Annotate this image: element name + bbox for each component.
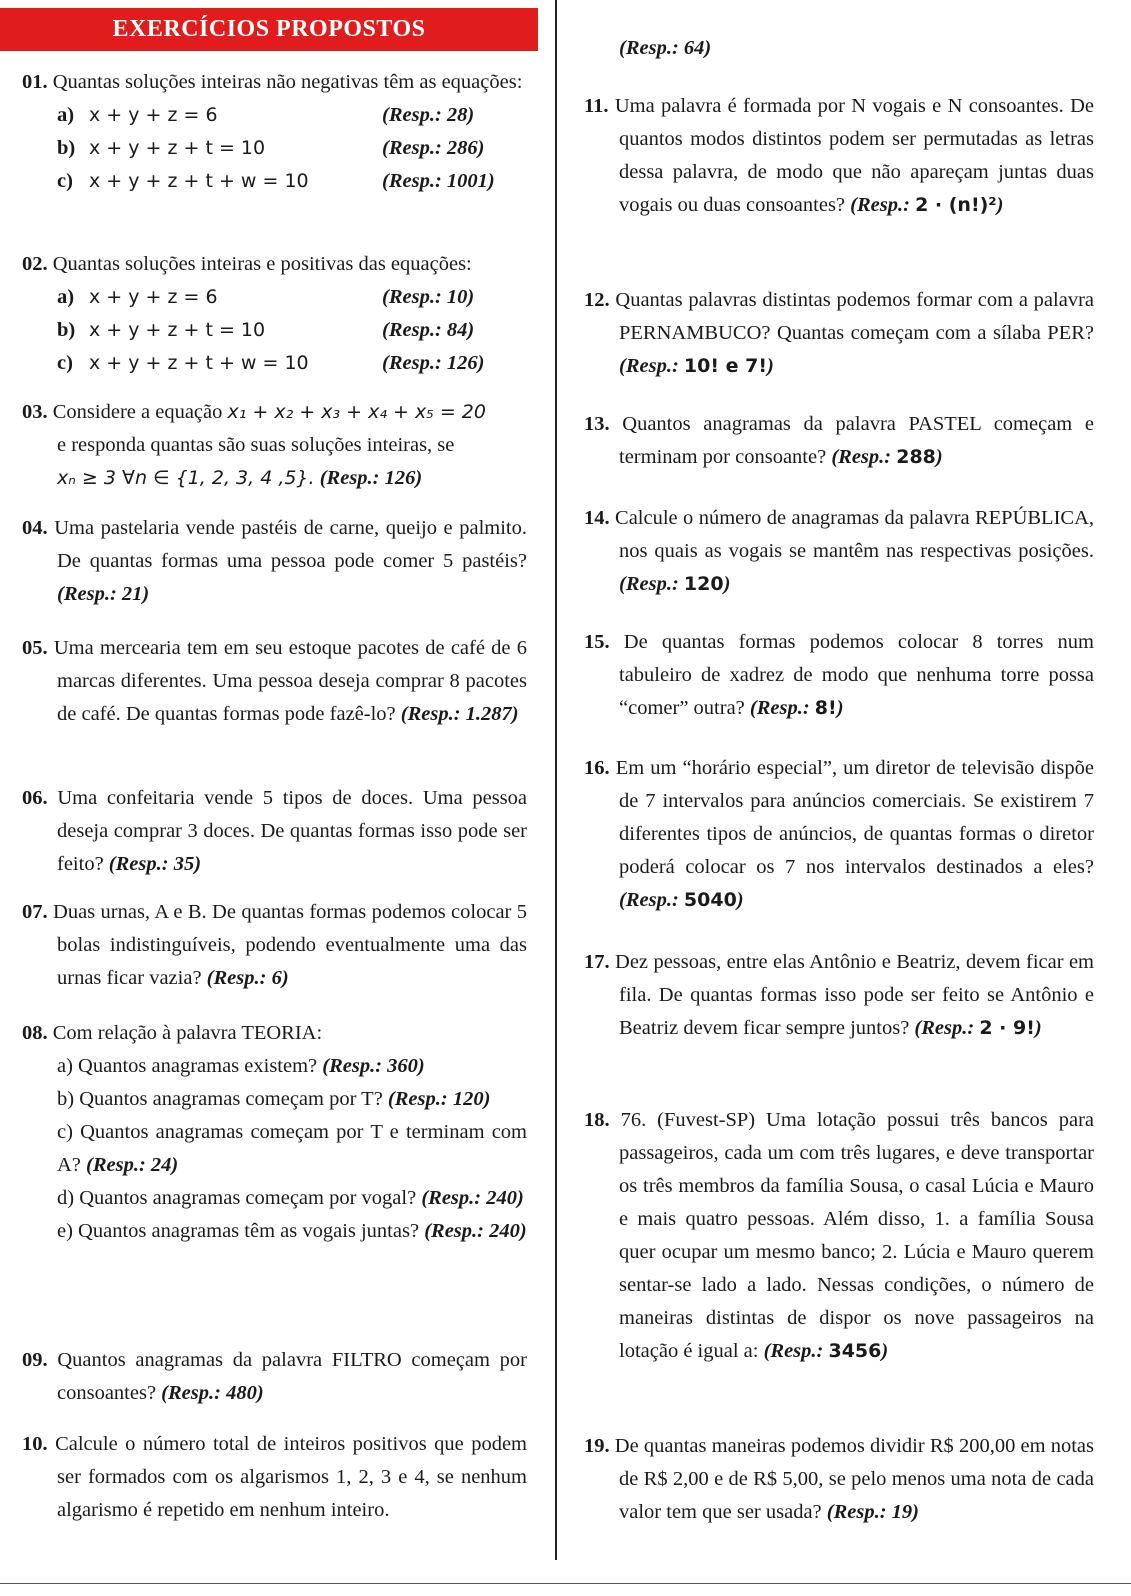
answer: (Resp.: 24) bbox=[86, 1154, 179, 1176]
question-text: Com relação à palavra TEORIA: bbox=[52, 1022, 323, 1044]
item-label: b) bbox=[57, 319, 76, 341]
section-banner: EXERCÍCIOS PROPOSTOS bbox=[0, 8, 538, 51]
answer-suffix: ) bbox=[836, 697, 844, 719]
question-07 bbox=[22, 896, 527, 995]
question-04 bbox=[22, 512, 527, 611]
equation: x₁ + x₂ + x₃ + x₄ + x₅ = 20 bbox=[227, 401, 486, 423]
answer-prefix: (Resp.: bbox=[914, 1017, 975, 1039]
answer: (Resp.: 286) bbox=[382, 137, 485, 159]
answer-value: 5040 bbox=[683, 889, 737, 911]
question-text: Calcule o número total de inteiros positivos que podem ser formados com os algarismos 1, 2, 3 e 4, se nenhum algarismo é repetido em nenhum inteiro. bbox=[55, 1433, 527, 1521]
answer-suffix: ) bbox=[935, 446, 943, 468]
question-number: 06. bbox=[22, 787, 48, 809]
answer-prefix: (Resp.: bbox=[619, 573, 679, 595]
question-number: 12. bbox=[584, 289, 610, 311]
answer: (Resp.: 21) bbox=[57, 583, 150, 605]
condition: xₙ ≥ 3 ∀n ∈ {1, 2, 3, 4 ,5}. bbox=[57, 467, 315, 489]
question-number: 04. bbox=[22, 517, 48, 539]
answer: (Resp.: 360) bbox=[322, 1055, 425, 1077]
sub-question-a: a) Quantos anagramas existem? bbox=[57, 1055, 318, 1077]
answer-prefix: (Resp.: bbox=[831, 446, 892, 468]
question-number: 05. bbox=[22, 637, 48, 659]
question-number: 10. bbox=[22, 1433, 48, 1455]
answer-suffix: ) bbox=[736, 889, 744, 911]
answer-value: 8! bbox=[814, 697, 837, 719]
question-text: Quantos anagramas da palavra PASTEL começam e terminam por consoante? bbox=[619, 413, 1094, 468]
question-number: 18. bbox=[584, 1109, 610, 1131]
question-11 bbox=[584, 90, 1094, 222]
bottom-rule bbox=[0, 1583, 1131, 1584]
column-divider bbox=[555, 0, 557, 1560]
answer-suffix: ) bbox=[1034, 1017, 1042, 1039]
answer: (Resp.: 19) bbox=[826, 1501, 919, 1523]
answer-suffix: ) bbox=[767, 355, 774, 377]
question-08 bbox=[22, 1017, 527, 1248]
equation: x + y + z + t = 10 bbox=[89, 319, 266, 341]
answer-prefix: (Resp.: bbox=[619, 355, 679, 377]
question-text: 76. (Fuvest-SP) Uma lotação possui três bancos para passageiros, cada um com três lugares, e deve transportar os três membros da família Sousa, o casal Lúcia e Mauro e mais quatro pessoas. Além disso, 1. a família Sousa quer ocupar um mesmo banco; 2. Lúcia e Mauro querem sentar-se lado a lado. Nessas condições, o número de maneiras distintas de dispor os nove passageiros na lotação é igual a: bbox=[619, 1109, 1094, 1362]
answer-value: 2 · 9! bbox=[979, 1017, 1035, 1039]
answer: (Resp.: 84) bbox=[382, 319, 475, 341]
item-label: c) bbox=[57, 170, 73, 192]
question-15 bbox=[584, 626, 1094, 725]
equation: x + y + z + t = 10 bbox=[89, 137, 266, 159]
equation: x + y + z = 6 bbox=[89, 286, 218, 308]
sub-question-d: d) Quantos anagramas começam por vogal? bbox=[57, 1187, 417, 1209]
answer: (Resp.: 1001) bbox=[382, 170, 495, 192]
answer-prefix: (Resp.: bbox=[763, 1340, 824, 1362]
answer-suffix: ) bbox=[723, 573, 731, 595]
answer: (Resp.: 35) bbox=[108, 853, 202, 875]
answer-suffix: ) bbox=[996, 194, 1004, 216]
question-09 bbox=[22, 1344, 527, 1410]
question-01 bbox=[22, 66, 527, 198]
question-number: 11. bbox=[584, 95, 609, 117]
sub-question-e: e) Quantos anagramas têm as vogais juntas? bbox=[57, 1220, 420, 1242]
question-12 bbox=[584, 284, 1094, 383]
answer-suffix: ) bbox=[881, 1340, 889, 1362]
answer-value: 3456 bbox=[828, 1340, 882, 1362]
question-text: Uma palavra é formada por N vogais e N consoantes. De quantos modos distintos podem ser permutadas as letras dessa palavra, de modo que não apareçam juntas duas vogais ou duas consoantes? bbox=[614, 95, 1094, 216]
equation: x + y + z = 6 bbox=[89, 104, 218, 126]
question-text: Quantos anagramas da palavra FILTRO começam por consoantes? bbox=[57, 1349, 528, 1404]
item-label: c) bbox=[57, 352, 73, 374]
item-row bbox=[22, 314, 527, 347]
question-text: Uma confeitaria vende 5 tipos de doces. Uma pessoa deseja comprar 3 doces. De quantas formas isso pode ser feito? bbox=[57, 787, 528, 875]
question-text: Duas urnas, A e B. De quantas formas podemos colocar 5 bolas indistinguíveis, podendo eventualmente uma das urnas ficar vazia? bbox=[53, 901, 528, 989]
question-number: 15. bbox=[584, 631, 610, 653]
item-row bbox=[22, 347, 527, 380]
answer-value: 10! e 7! bbox=[683, 355, 768, 377]
question-02 bbox=[22, 248, 527, 380]
question-text: Uma mercearia tem em seu estoque pacotes de café de 6 marcas diferentes. Uma pessoa deseja comprar 8 pacotes de café. De quantas formas pode fazê-lo? bbox=[53, 637, 528, 725]
answer: (Resp.: 1.287) bbox=[400, 703, 519, 725]
question-number: 17. bbox=[584, 951, 610, 973]
question-number: 03. bbox=[22, 401, 48, 423]
answer: (Resp.: 240) bbox=[421, 1187, 524, 1209]
item-label: b) bbox=[57, 137, 76, 159]
answer: (Resp.: 10) bbox=[382, 286, 475, 308]
answer: (Resp.: 6) bbox=[206, 967, 289, 989]
answer-value: 120 bbox=[683, 573, 724, 595]
question-10-answer bbox=[584, 32, 1094, 65]
answer: (Resp.: 480) bbox=[161, 1382, 264, 1404]
answer-prefix: (Resp.: bbox=[749, 697, 810, 719]
answer: (Resp.: 126) bbox=[382, 352, 485, 374]
item-row bbox=[22, 132, 527, 165]
question-text: Considere a equação bbox=[52, 401, 223, 423]
question-text: Quantas soluções inteiras não negativas têm as equações: bbox=[52, 71, 523, 93]
question-number: 02. bbox=[22, 253, 48, 275]
question-10 bbox=[22, 1428, 527, 1527]
question-text: Uma pastelaria vende pastéis de carne, queijo e palmito. De quantas formas uma pessoa pode comer 5 pastéis? bbox=[54, 517, 527, 572]
question-16 bbox=[584, 752, 1094, 917]
question-text: Calcule o número de anagramas da palavra REPÚBLICA, nos quais as vogais se mantêm nas respectivas posições. bbox=[615, 507, 1095, 562]
question-text: Dez pessoas, entre elas Antônio e Beatriz, devem ficar em fila. De quantas formas isso pode ser feito se Antônio e Beatriz devem ficar sempre juntos? bbox=[615, 951, 1094, 1039]
question-17 bbox=[584, 946, 1094, 1045]
question-text: Quantas soluções inteiras e positivas das equações: bbox=[52, 253, 472, 275]
sub-question-b: b) Quantos anagramas começam por T? bbox=[57, 1088, 383, 1110]
question-13 bbox=[584, 408, 1094, 474]
question-number: 08. bbox=[22, 1022, 48, 1044]
answer: (Resp.: 28) bbox=[382, 104, 475, 126]
question-19 bbox=[584, 1430, 1094, 1529]
item-label: a) bbox=[57, 286, 75, 308]
answer-prefix: (Resp.: bbox=[619, 889, 679, 911]
sub-question-c: c) Quantos anagramas começam por T e terminam com A? bbox=[57, 1121, 527, 1176]
answer: (Resp.: 120) bbox=[387, 1088, 491, 1110]
equation: x + y + z + t + w = 10 bbox=[89, 170, 309, 192]
answer: (Resp.: 126) bbox=[319, 467, 423, 489]
answer: (Resp.: 240) bbox=[424, 1220, 527, 1242]
question-05 bbox=[22, 632, 527, 731]
answer-prefix: (Resp.: bbox=[850, 194, 910, 216]
question-14 bbox=[584, 502, 1094, 601]
question-number: 13. bbox=[584, 413, 610, 435]
question-text: De quantas formas podemos colocar 8 torres num tabuleiro de xadrez de modo que nenhuma torre possa “comer” outra? bbox=[619, 631, 1094, 719]
question-text: Em um “horário especial”, um diretor de televisão dispõe de 7 intervalos para anúncios comerciais. Se existirem 7 diferentes tipos de anúncios, de quantas formas o diretor poderá colocar os 7 nos intervalos destinados a eles? bbox=[615, 757, 1095, 878]
question-text: Quantas palavras distintas podemos formar com a palavra PERNAMBUCO? Quantas começam com a sílaba PER? bbox=[615, 289, 1094, 344]
item-row bbox=[22, 99, 527, 132]
question-number: 16. bbox=[584, 757, 610, 779]
question-number: 19. bbox=[584, 1435, 610, 1457]
question-text: De quantas maneiras podemos dividir R$ 200,00 em notas de R$ 2,00 e de R$ 5,00, se pelo menos uma nota de cada valor tem que ser usada? bbox=[614, 1435, 1094, 1523]
question-number: 09. bbox=[22, 1349, 48, 1371]
item-row bbox=[22, 165, 527, 198]
answer: (Resp.: 64) bbox=[619, 37, 712, 59]
item-label: a) bbox=[57, 104, 75, 126]
question-text-cont: e responda quantas são suas soluções inteiras, se bbox=[57, 434, 455, 456]
answer-value: 288 bbox=[896, 446, 936, 468]
question-number: 07. bbox=[22, 901, 48, 923]
question-06 bbox=[22, 782, 527, 881]
item-row bbox=[22, 281, 527, 314]
question-18 bbox=[584, 1104, 1094, 1368]
question-number: 14. bbox=[584, 507, 610, 529]
question-03 bbox=[22, 396, 527, 495]
equation: x + y + z + t + w = 10 bbox=[89, 352, 309, 374]
question-number: 01. bbox=[22, 71, 48, 93]
answer-value: 2 · (n!)² bbox=[915, 194, 997, 216]
